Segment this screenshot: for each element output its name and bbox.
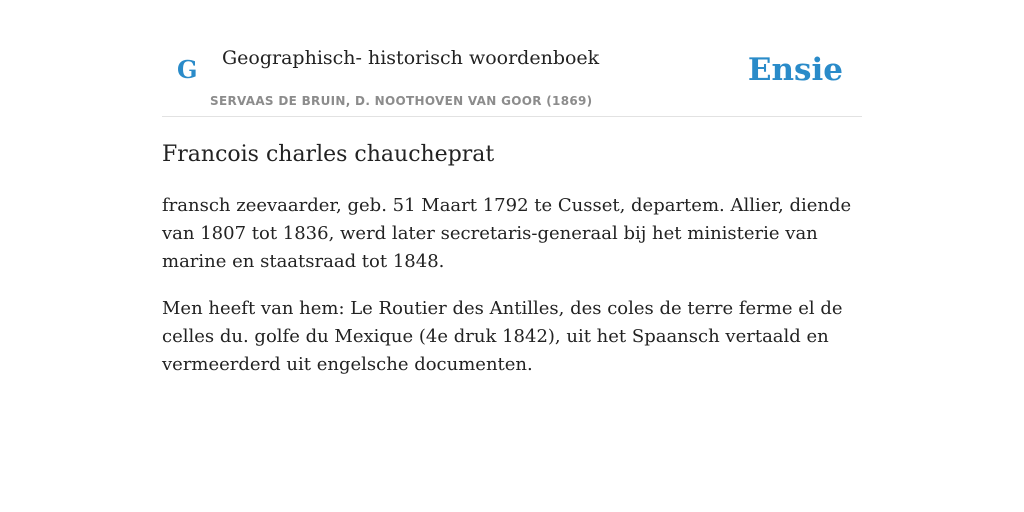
- entry-title: Francois charles chaucheprat: [162, 142, 495, 167]
- book-title-link[interactable]: Geographisch- historisch woordenboek: [222, 47, 600, 69]
- entry-paragraph: Men heeft van hem: Le Routier des Antilles, des coles de terre ferme el de celles du. golfe du Mexique (4e druk 1842), uit het Spaansch vertaald en vermeerderd uit engelsche documenten.: [162, 298, 843, 375]
- book-letter-icon[interactable]: G: [177, 55, 198, 84]
- entry-paragraph: fransch zeevaarder, geb. 51 Maart 1792 te Cusset, departem. Allier, diende van 1807 tot 1836, werd later secretaris-generaal bij het ministerie van marine en staatsraad tot 1848.: [162, 195, 852, 272]
- entry-content: [162, 138, 862, 379]
- book-author: SERVAAS DE BRUIN, D. NOOTHOVEN VAN GOOR (1869): [210, 94, 593, 108]
- ensie-logo-link[interactable]: Ensie: [747, 52, 843, 88]
- book-header: [162, 0, 862, 117]
